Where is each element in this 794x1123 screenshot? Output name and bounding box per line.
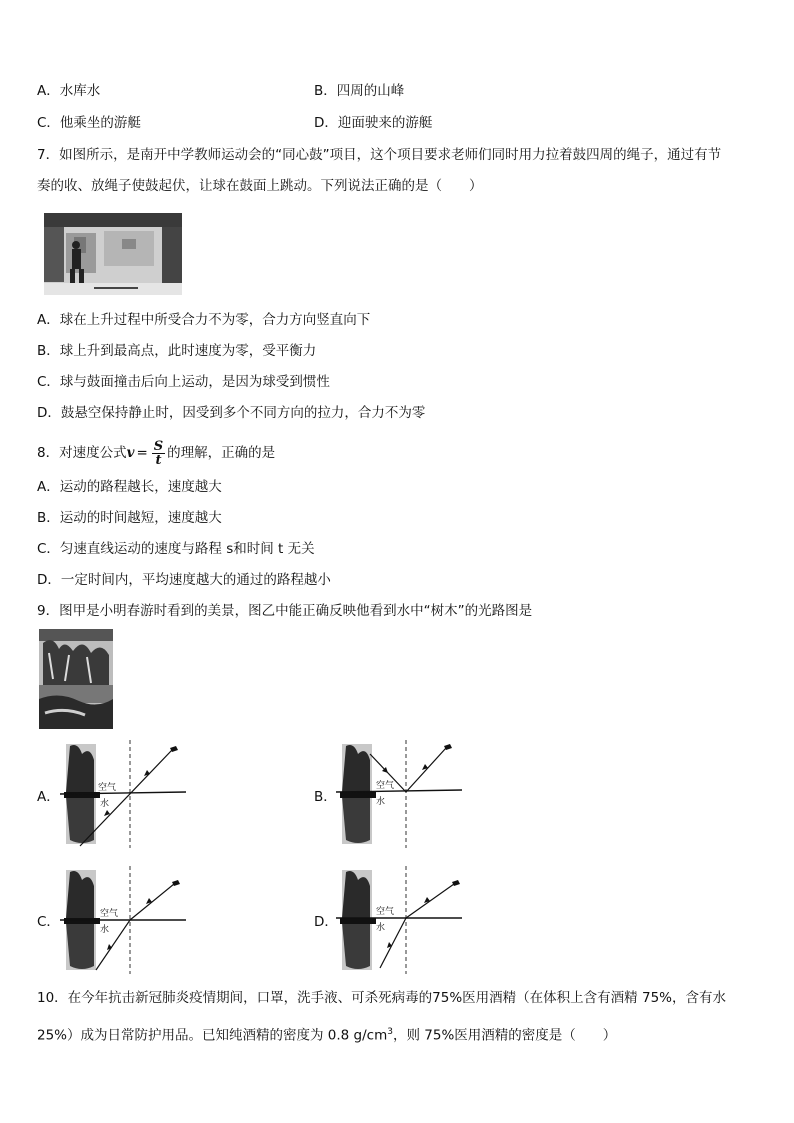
q9-diagram-b	[336, 740, 464, 848]
q9-diagram-a	[60, 740, 188, 848]
q8-option-c: C．匀速直线运动的速度与路程 s和时间 t 无关	[37, 541, 315, 557]
q6-option-a: A．水库水	[37, 83, 101, 99]
q8-stem-suffix: 的理解，正确的是	[167, 445, 276, 461]
q9-diagram-d	[336, 866, 464, 974]
q9-option-a-label: A．	[37, 789, 60, 805]
formula-denominator: t	[155, 452, 162, 468]
air-label: 空气	[376, 781, 395, 791]
q10-stem-line1: 10．在今年抗击新冠肺炎疫情期间，口罩，洗手液、可杀死病毒的75%医用酒精（在体积上含有酒精 75%，含有水	[37, 990, 726, 1006]
q9-option-d-label: D．	[314, 914, 338, 930]
water-label: 水	[376, 923, 386, 933]
water-label: 水	[376, 797, 386, 807]
q6-option-c: C．他乘坐的游艇	[37, 115, 141, 131]
q9-diagram-c	[60, 866, 188, 974]
q7-option-b: B．球上升到最高点，此时速度为零，受平衡力	[37, 343, 317, 359]
air-label: 空气	[98, 783, 117, 793]
q6-option-b: B．四周的山峰	[314, 83, 405, 99]
formula-numerator: S	[153, 438, 164, 454]
q8-stem	[37, 436, 275, 470]
water-label: 水	[100, 799, 110, 809]
q9-stem: 9．图甲是小明春游时看到的美景，图乙中能正确反映他看到水中“树木”的光路图是	[37, 603, 533, 619]
q7-stem-line1: 7．如图所示，是南开中学教师运动会的“同心鼓”项目，这个项目要求老师们同时用力拉着鼓四周的绳子，通过有节	[37, 147, 722, 163]
q10-stem-line2-suffix: ，则 75%医用酒精的密度是（ ）	[392, 1027, 617, 1044]
drum-game-photo	[44, 213, 182, 295]
formula-equals: =	[136, 445, 148, 461]
spring-scenery-photo	[39, 629, 113, 729]
q9-option-b-label: B．	[314, 789, 337, 805]
q9-option-c-label: C．	[37, 914, 60, 930]
q6-option-d: D．迎面驶来的游艇	[314, 115, 433, 131]
air-label: 空气	[100, 909, 119, 919]
q8-option-a: A．运动的路程越长，速度越大	[37, 479, 222, 495]
q7-option-d: D．鼓悬空保持静止时，因受到多个不同方向的拉力，合力不为零	[37, 405, 426, 421]
water-label: 水	[100, 925, 110, 935]
q7-option-a: A．球在上升过程中所受合力不为零，合力方向竖直向下	[37, 312, 371, 328]
q7-option-c: C．球与鼓面撞击后向上运动，是因为球受到惯性	[37, 374, 330, 390]
q10-stem-line2-prefix: 25%）成为日常防护用品。已知纯酒精的密度为 0.8 g/cm	[37, 1027, 388, 1044]
q8-stem-prefix: 8．对速度公式	[37, 445, 127, 461]
q7-stem-line2: 奏的收、放绳子使鼓起伏，让球在鼓面上跳动。下列说法正确的是（ ）	[37, 178, 483, 194]
q10-unit-exponent: 3	[387, 1027, 393, 1037]
formula-v: v	[126, 445, 135, 461]
q8-option-b: B．运动的时间越短，速度越大	[37, 510, 222, 526]
formula-fraction	[152, 440, 165, 467]
air-label: 空气	[376, 907, 395, 917]
q10-stem-line2	[37, 1022, 616, 1046]
q8-option-d: D．一定时间内，平均速度越大的通过的路程越小	[37, 572, 331, 588]
